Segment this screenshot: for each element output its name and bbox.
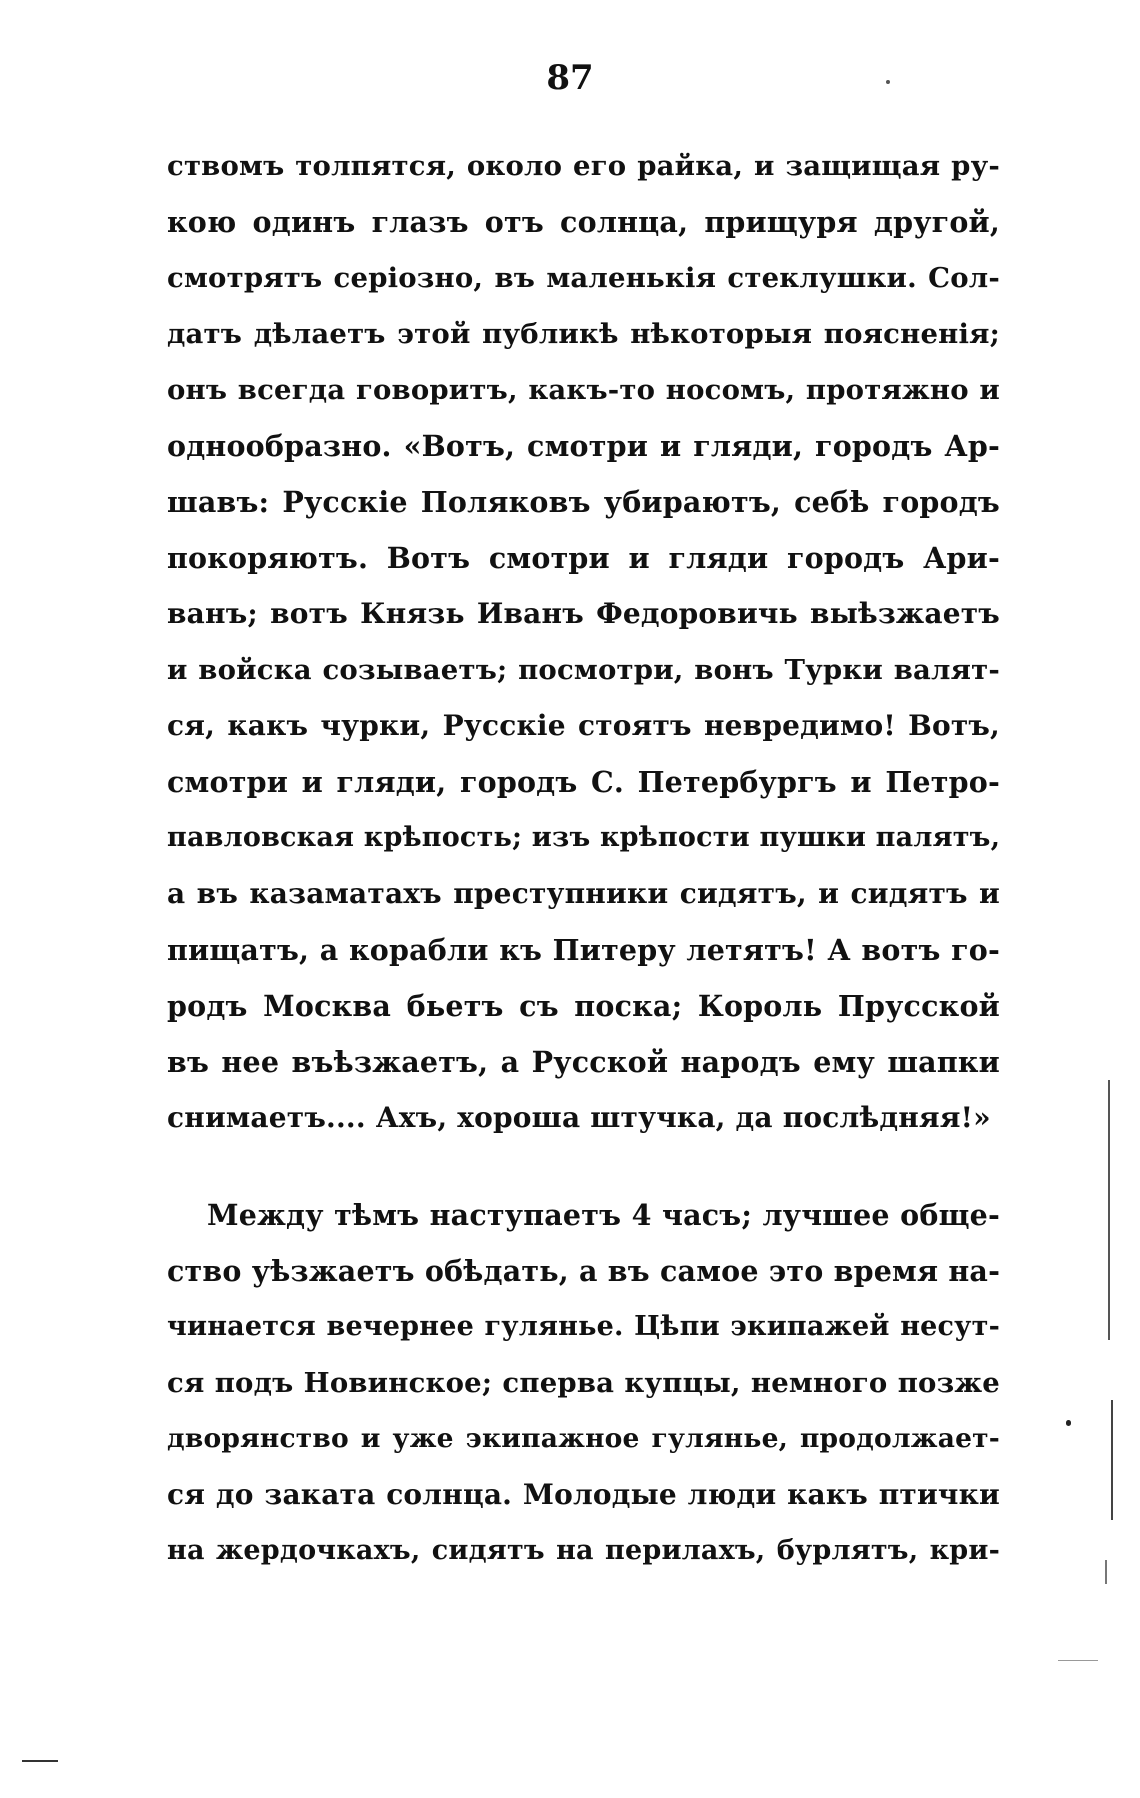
paragraph-2 <box>167 1187 1000 1579</box>
paragraph-1 <box>167 138 1000 1146</box>
scan-speck <box>886 80 890 84</box>
text-line: пищатъ, а корабли къ Питеру летятъ! А вотъ го- <box>167 933 1000 967</box>
text-line: датъ дѣлаетъ этой публикѣ нѣкоторыя поясненiя; <box>167 318 1000 350</box>
text-line: ся, какъ чурки, Русскiе стоятъ невредимо! Вотъ, <box>167 709 1000 742</box>
text-line: шавъ: Русскiе Поляковъ убираютъ, себѣ городъ <box>167 485 1000 519</box>
text-line: ся подъ Новинское; сперва купцы, немного позже <box>167 1367 1000 1399</box>
text-line: Между тѣмъ наступаетъ 4 часъ; лучшее обще- <box>207 1198 1000 1232</box>
text-line: родъ Москва бьетъ съ поска; Король Прусской <box>167 989 1000 1023</box>
page-number: 87 <box>546 58 594 98</box>
text-line: смотри и гляди, городъ С. Петербургъ и Петро- <box>167 765 1000 799</box>
text-line: ванъ; вотъ Князь Иванъ Федоровичь выѣзжаетъ <box>167 597 1000 630</box>
text-line: покоряютъ. Вотъ смотри и гляди городъ Ари- <box>167 541 1000 575</box>
text-line: и войска созываетъ; посмотри, вонъ Турки валят- <box>167 654 1000 686</box>
text-line: кою одинъ глазъ отъ солнца, прищуря другой, <box>167 205 1000 239</box>
text-line: ство уѣзжаетъ обѣдать, а въ самое это время на- <box>167 1254 1001 1288</box>
text-line: ся до заката солнца. Молодые люди какъ птички <box>167 1478 1000 1511</box>
text-line: ствомъ толпятся, около его райка, и защищая ру- <box>167 150 1000 182</box>
text-line: а въ казаматахъ преступники сидятъ, и сидятъ и <box>167 877 1000 910</box>
scan-margin-mark <box>1058 1660 1098 1661</box>
scan-margin-mark <box>1105 1560 1107 1584</box>
text-line: въ нее въѣзжаетъ, а Русской народъ ему шапки <box>167 1045 1000 1079</box>
scan-margin-mark <box>1108 1080 1110 1340</box>
text-line: дворянство и уже экипажное гулянье, продолжает- <box>167 1423 1000 1454</box>
scan-margin-mark <box>22 1760 58 1762</box>
text-line: чинается вечернее гулянье. Цѣпи экипажей несут- <box>167 1311 1000 1342</box>
text-line: смотрятъ серiозно, въ маленькiя стеклушки. Сол- <box>167 262 1000 294</box>
text-line: павловская крѣпость; изъ крѣпости пушки палятъ, <box>167 822 1001 853</box>
scan-margin-mark <box>1111 1400 1113 1520</box>
text-line: снимаетъ.... Ахъ, хороша штучка, да послѣдняя!» <box>167 1101 991 1134</box>
scan-speck <box>1066 1420 1071 1426</box>
text-line: на жердочкахъ, сидятъ на перилахъ, бурлятъ, кри- <box>167 1535 1000 1566</box>
text-line: онъ всегда говоритъ, какъ-то носомъ, протяжно и <box>167 374 1000 406</box>
text-line: однообразно. «Вотъ, смотри и гляди, городъ Ар- <box>167 429 1000 463</box>
